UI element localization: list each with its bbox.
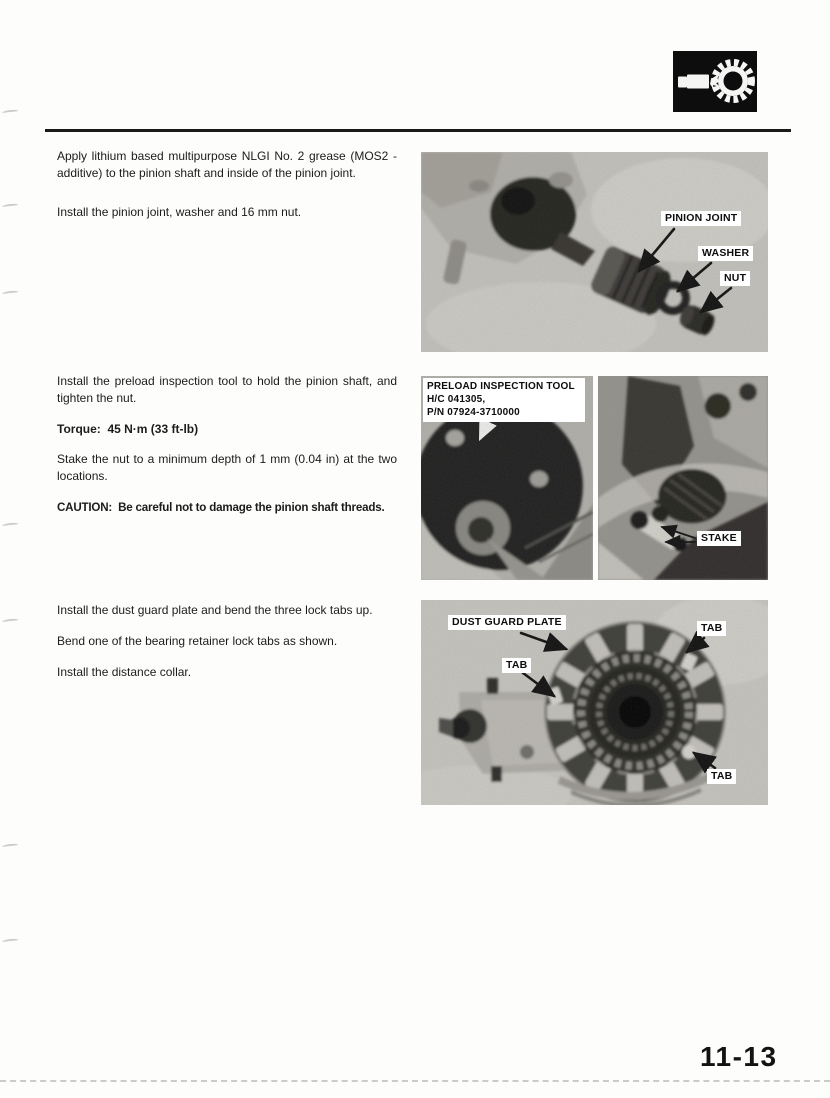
callout-tab-bottom-right: TAB <box>707 769 736 784</box>
callout-preload-tool-box <box>423 378 585 422</box>
callout-pinion-joint: PINION JOINT <box>661 211 741 226</box>
page-number: 11-13 <box>700 1041 778 1072</box>
photo-stake-scene <box>598 376 768 580</box>
photo-preload-inspection-tool <box>421 376 593 580</box>
tool-part-number: P/N 07924-3710000 <box>427 407 520 418</box>
step2-torque-spec: Torque: 45 N·m (33 ft-lb) <box>57 422 199 436</box>
step1-paragraph-1: Apply lithium based multipurpose NLGI No. 2 grease (MOS2 - additive) to the pinion shaft and inside of the pinion joint. <box>57 149 397 180</box>
section-icon-box <box>673 51 757 112</box>
step3-text <box>57 602 397 695</box>
scan-smudge <box>2 843 18 848</box>
callout-tab-left: TAB <box>502 658 531 673</box>
callout-nut: NUT <box>720 271 750 286</box>
photo-pinion-joint-assembly <box>421 152 768 352</box>
step1-text <box>57 148 397 235</box>
scan-smudge <box>2 203 18 208</box>
callout-tab-top-right: TAB <box>697 621 726 636</box>
scan-smudge <box>2 109 18 114</box>
scan-smudge <box>2 522 18 527</box>
page-bottom-scan-edge <box>0 1080 830 1082</box>
photo-dust-guard-plate <box>421 600 768 805</box>
step2-text <box>57 373 397 530</box>
scan-smudge <box>2 290 18 295</box>
photo-stake-location <box>598 376 768 580</box>
scan-smudge <box>2 618 18 623</box>
step2-paragraph-1: Install the preload inspection tool to hold the pinion shaft, and tighten the nut. <box>57 374 397 405</box>
callout-dust-guard-plate: DUST GUARD PLATE <box>448 615 566 630</box>
tool-hc-number: H/C 041305, <box>427 394 486 405</box>
step2-caution: CAUTION: Be careful not to damage the pinion shaft threads. <box>57 501 385 514</box>
step3-paragraph-1: Install the dust guard plate and bend the three lock tabs up. <box>57 603 373 617</box>
step1-paragraph-2: Install the pinion joint, washer and 16 mm nut. <box>57 205 302 219</box>
callout-stake: STAKE <box>697 531 741 546</box>
step3-paragraph-2: Bend one of the bearing retainer lock tabs as shown. <box>57 634 338 648</box>
step3-paragraph-3: Install the distance collar. <box>57 665 192 679</box>
final-drive-pinion-gear-icon <box>673 51 757 112</box>
step2-paragraph-2: Stake the nut to a minimum depth of 1 mm (0.04 in) at the two locations. <box>57 452 397 483</box>
scan-smudge <box>2 938 18 943</box>
tool-name: PRELOAD INSPECTION TOOL <box>427 381 575 392</box>
callout-washer: WASHER <box>698 246 753 261</box>
header-rule <box>45 129 791 132</box>
